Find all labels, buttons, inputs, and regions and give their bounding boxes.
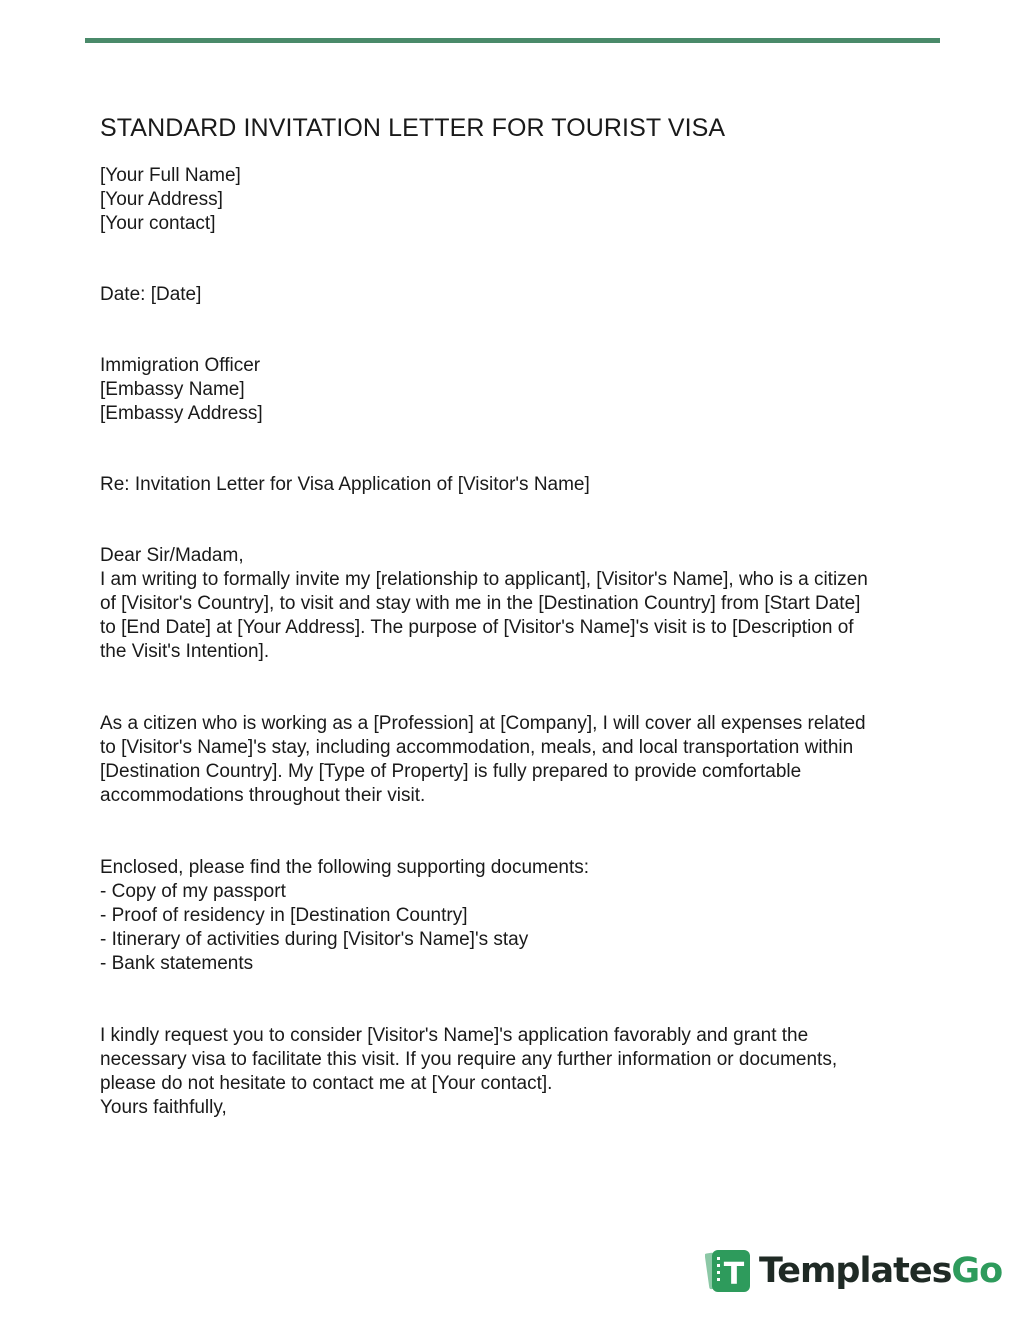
enclosure-item: - Bank statements [100, 953, 254, 974]
subject-line: Re: Invitation Letter for Visa Application of [Visitor's Name] [100, 474, 590, 495]
enclosures-intro: Enclosed, please find the following supporting documents: [100, 857, 590, 878]
brand-name-part2: Go [951, 1251, 1003, 1291]
brand-name [759, 1247, 1002, 1295]
salutation: Dear Sir/Madam, [100, 545, 244, 566]
templatesgo-logo [705, 1246, 1002, 1296]
letter-date: Date: [Date] [100, 284, 202, 305]
paragraph-line: to [Visitor's Name]'s stay, including accommodation, meals, and local transportation within [100, 737, 854, 758]
enclosures-block [100, 856, 930, 976]
sender-block [100, 164, 930, 236]
sender-contact: [Your contact] [100, 213, 216, 234]
sign-off: Yours faithfully, [100, 1097, 227, 1118]
sender-name: [Your Full Name] [100, 165, 241, 186]
paragraph-line: necessary visa to facilitate this visit. If you require any further information or documents, [100, 1049, 838, 1070]
paragraph-line: accommodations throughout their visit. [100, 785, 426, 806]
logo-letter: T [723, 1257, 745, 1292]
paragraph-line: I am writing to formally invite my [relationship to applicant], [Visitor's Name], who is a citizen [100, 569, 868, 590]
enclosure-item: - Proof of residency in [Destination Country] [100, 905, 468, 926]
recipient-title: Immigration Officer [100, 355, 261, 376]
templatesgo-logo-icon [705, 1247, 753, 1295]
enclosure-item: - Copy of my passport [100, 881, 286, 902]
paragraph-line: to [End Date] at [Your Address]. The purpose of [Visitor's Name]'s visit is to [Description of [100, 617, 854, 638]
paragraph-line: I kindly request you to consider [Visitor's Name]'s application favorably and grant the [100, 1025, 809, 1046]
paragraph-invitation [100, 568, 930, 664]
paragraph-line: As a citizen who is working as a [Profession] at [Company], I will cover all expenses related [100, 713, 866, 734]
paragraph-line: of [Visitor's Country], to visit and stay with me in the [Destination Country] from [Start Date] [100, 593, 861, 614]
top-accent-rule [85, 38, 940, 43]
paragraph-line: the Visit's Intention]. [100, 641, 270, 662]
embassy-name: [Embassy Name] [100, 379, 245, 400]
sender-address: [Your Address] [100, 189, 223, 210]
paragraph-expenses [100, 712, 930, 808]
recipient-block [100, 354, 930, 426]
paragraph-line: [Destination Country]. My [Type of Property] is fully prepared to provide comfortable [100, 761, 802, 782]
paragraph-line: please do not hesitate to contact me at [Your contact]. [100, 1073, 553, 1094]
brand-name-part1: Templates [759, 1251, 952, 1291]
letter-body [100, 112, 930, 1120]
enclosure-item: - Itinerary of activities during [Visitor's Name]'s stay [100, 929, 529, 950]
paragraph-closing [100, 1024, 930, 1120]
letter-title: STANDARD INVITATION LETTER FOR TOURIST VISA [100, 114, 726, 142]
embassy-address: [Embassy Address] [100, 403, 263, 424]
